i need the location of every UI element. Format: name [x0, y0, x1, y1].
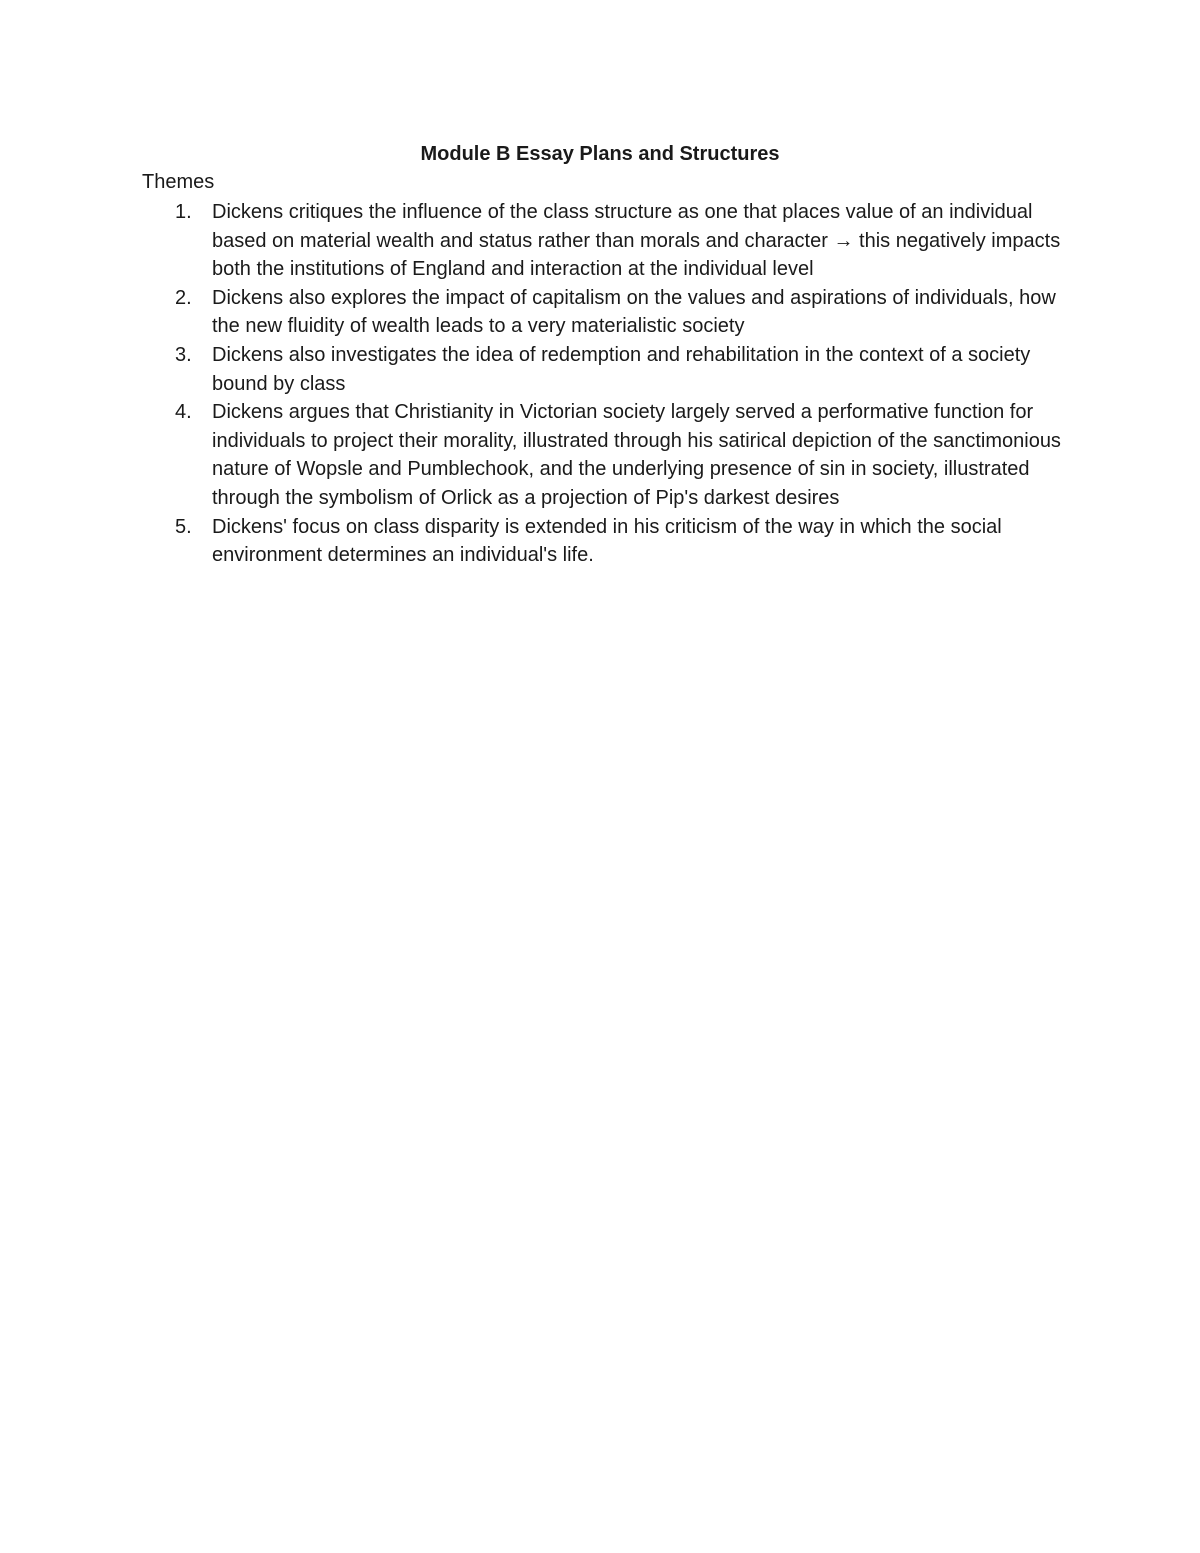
list-item-number: 4.: [175, 401, 192, 424]
themes-list: [142, 198, 1062, 570]
list-item-number: 3.: [175, 343, 192, 366]
list-item-text: Dickens also investigates the idea of redemption and rehabilitation in the context of a society bound by class: [212, 343, 1031, 395]
list-item-text: Dickens argues that Christianity in Victorian society largely served a performative function for individuals to project their morality, illustrated through his satirical depiction of the sanctimonious nature of Wopsle and Pumblechook, and the underlying presence of sin in society, illustrated through the symbolism of Orlick as a projection of Pip's darkest desires: [212, 401, 1061, 509]
list-item: [142, 398, 1062, 512]
list-item-number: 1.: [175, 201, 192, 223]
list-item: [142, 198, 1062, 284]
section-label-themes: Themes: [142, 171, 215, 193]
list-item-number: 5.: [175, 515, 192, 538]
list-item: [142, 513, 1062, 570]
list-item-text: Dickens critiques the influence of the class structure as one that places value of an individual based on material wealth and status rather than morals and character → this negatively impacts both the institutions of England and interaction at the individual level: [212, 201, 1061, 281]
list-item: [142, 284, 1062, 341]
list-item-text: Dickens also explores the impact of capitalism on the values and aspirations of individuals, how the new fluidity of wealth leads to a very materialistic society: [212, 286, 1056, 338]
list-item-number: 2.: [175, 286, 192, 309]
list-item-text: Dickens' focus on class disparity is extended in his criticism of the way in which the social environment determines an individual's life.: [212, 515, 1002, 567]
list-item: [142, 341, 1062, 398]
document-title: Module B Essay Plans and Structures: [420, 143, 780, 165]
